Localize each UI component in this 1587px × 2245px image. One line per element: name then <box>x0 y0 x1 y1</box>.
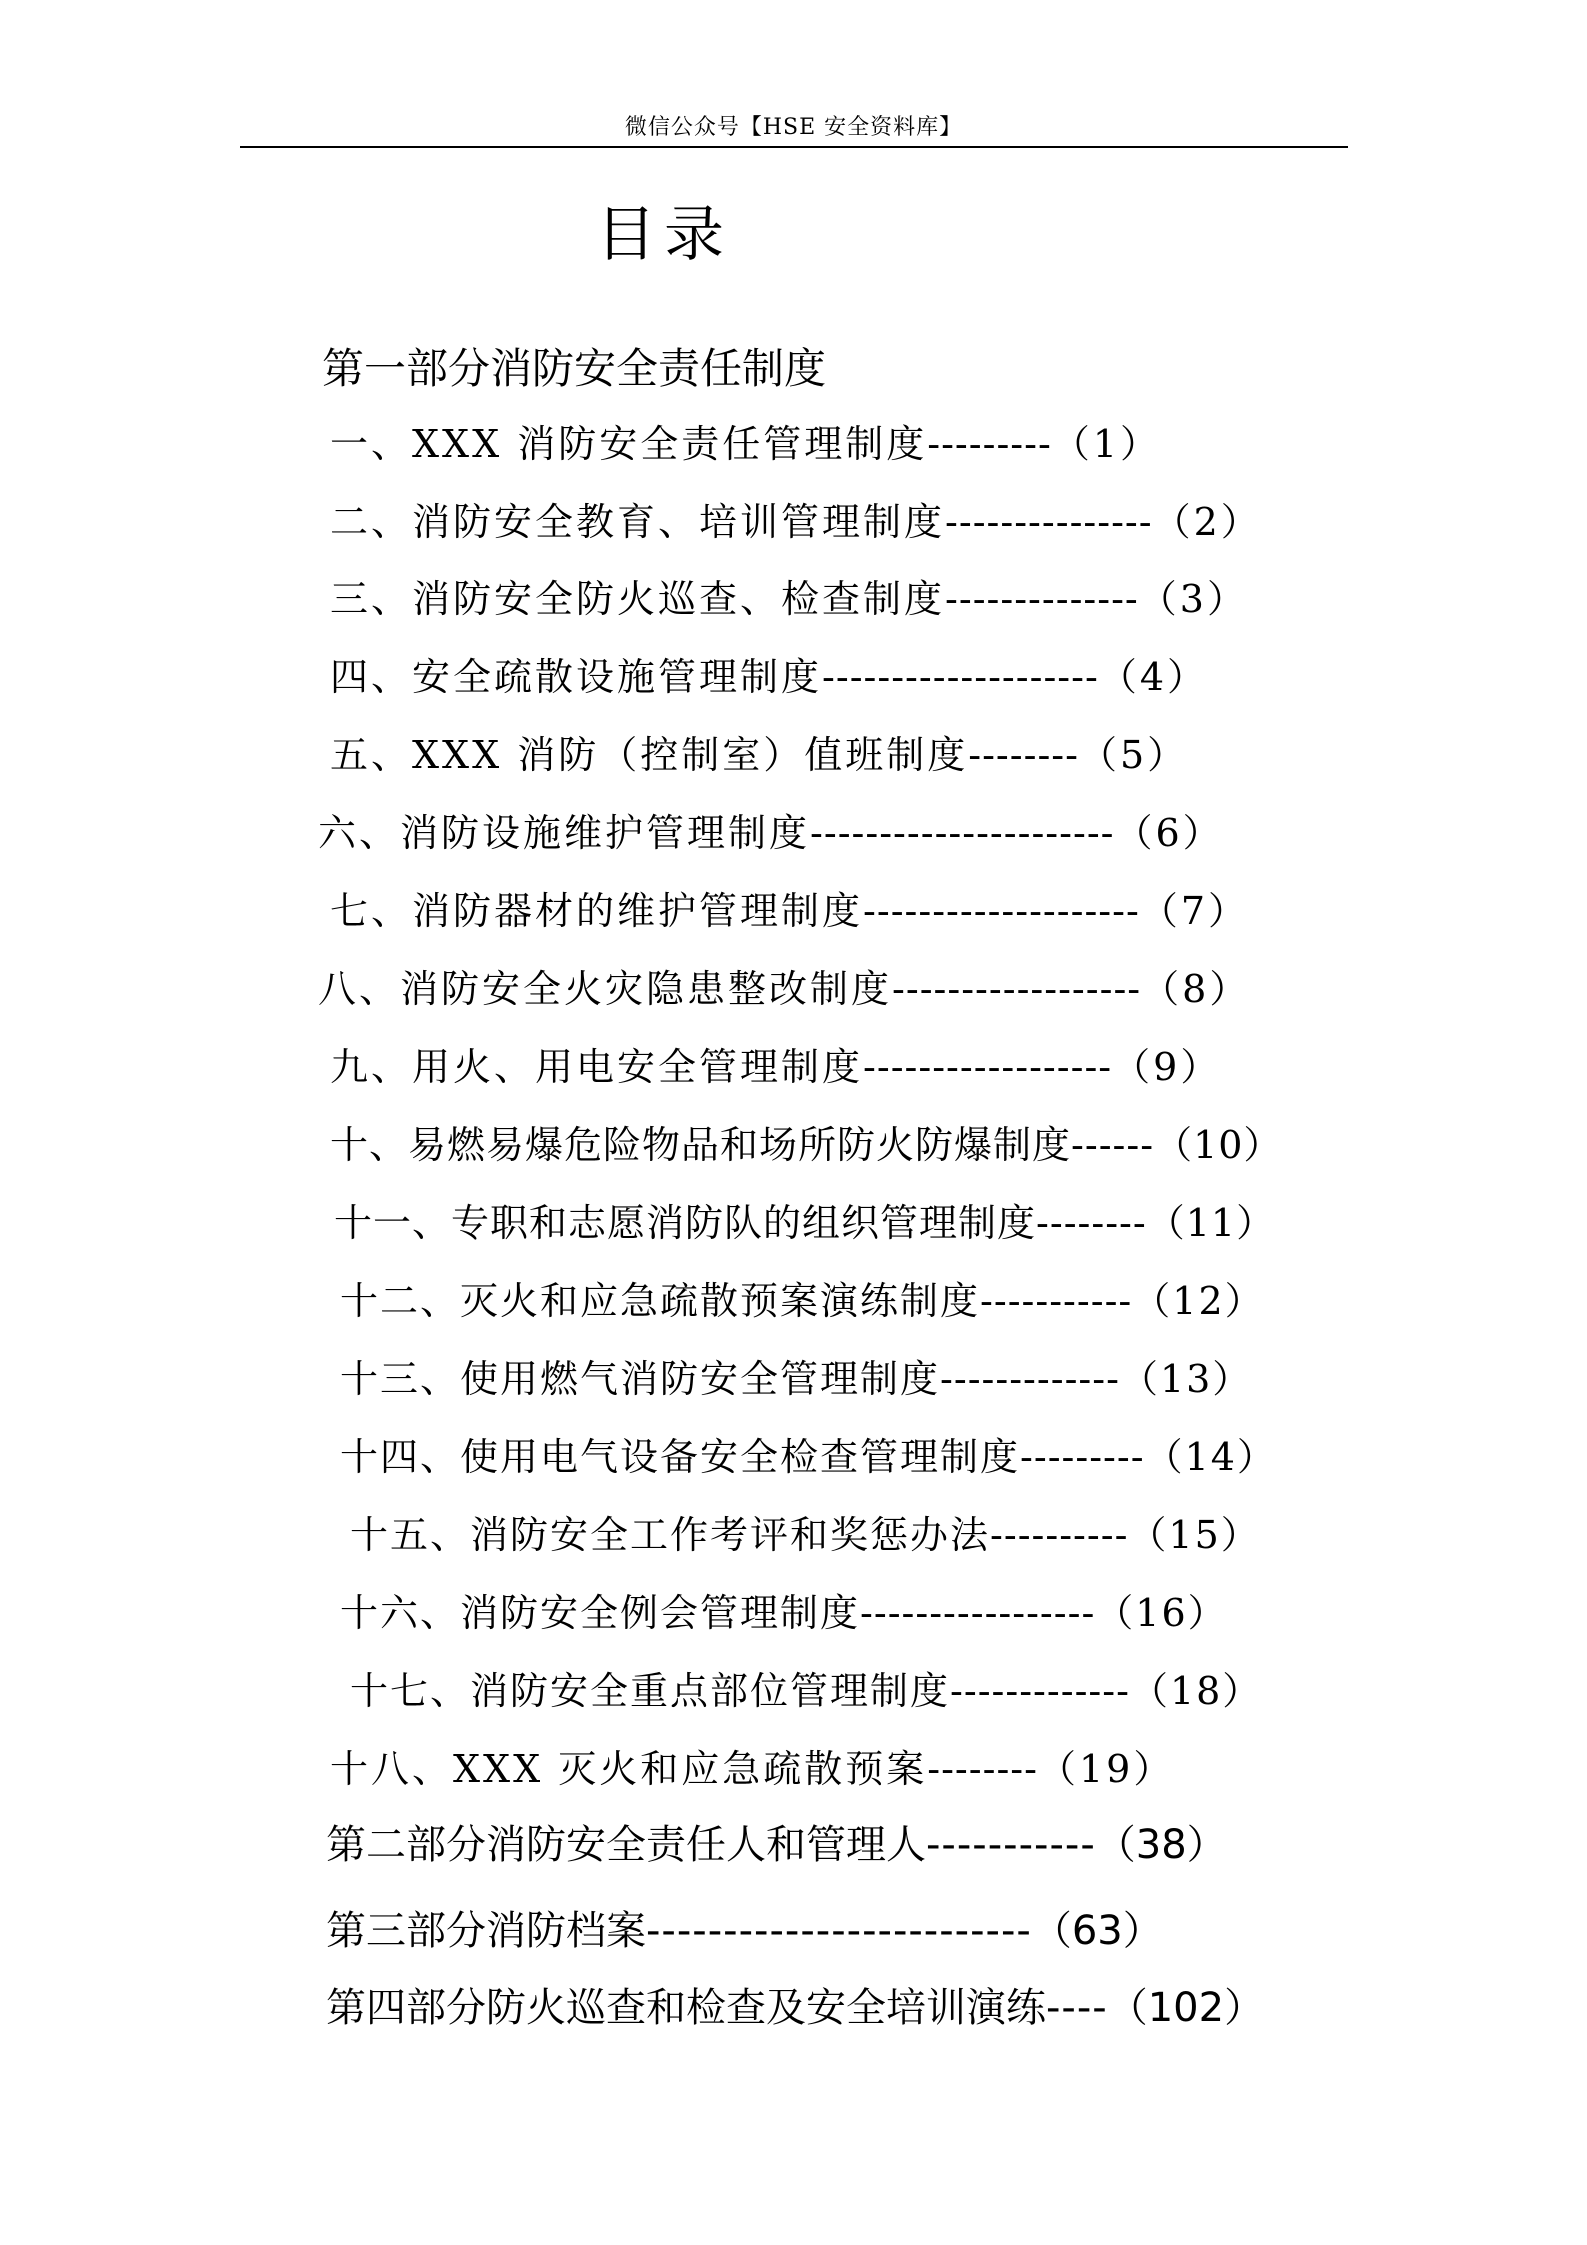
toc-item-6[interactable]: 六、消防设施维护管理制度----------------------（6） <box>318 811 1224 855</box>
toc-item-5[interactable]: 五、XXX 消防（控制室）值班制度--------（5） <box>330 733 1189 777</box>
toc-part4[interactable]: 第四部分防火巡查和检查及安全培训演练----（102） <box>326 1985 1265 2031</box>
toc-item-15[interactable]: 十五、消防安全工作考评和奖惩办法----------（15） <box>350 1513 1261 1557</box>
toc-item-7[interactable]: 七、消防器材的维护管理制度--------------------（7） <box>330 889 1249 933</box>
toc-item-11[interactable]: 十一、专职和志愿消防队的组织管理制度--------（11） <box>334 1201 1276 1245</box>
toc-item-16[interactable]: 十六、消防安全例会管理制度-----------------（16） <box>340 1591 1228 1635</box>
header-rule <box>240 146 1348 148</box>
toc-item-13[interactable]: 十三、使用燃气消防安全管理制度-------------（13） <box>340 1357 1253 1401</box>
toc-item-2[interactable]: 二、消防安全教育、培训管理制度---------------（2） <box>330 500 1262 544</box>
toc-part2[interactable]: 第二部分消防安全责任人和管理人-----------（38） <box>326 1822 1227 1868</box>
toc-item-14[interactable]: 十四、使用电气设备安全检查管理制度---------（14） <box>340 1435 1277 1479</box>
toc-item-3[interactable]: 三、消防安全防火巡查、检查制度--------------（3） <box>330 577 1248 621</box>
toc-item-8[interactable]: 八、消防安全火灾隐患整改制度------------------（8） <box>318 967 1251 1011</box>
toc-item-1[interactable]: 一、XXX 消防安全责任管理制度---------（1） <box>330 422 1161 466</box>
toc-item-4[interactable]: 四、安全疏散设施管理制度--------------------（4） <box>330 655 1208 699</box>
toc-part3[interactable]: 第三部分消防档案-------------------------（63） <box>326 1908 1163 1954</box>
toc-item-10[interactable]: 十、易燃易爆危险物品和场所防火防爆制度------（10） <box>330 1123 1283 1167</box>
toc-item-17[interactable]: 十七、消防安全重点部位管理制度-------------（18） <box>350 1669 1263 1713</box>
page-title: 目录 <box>596 200 732 270</box>
toc-item-9[interactable]: 九、用火、用电安全管理制度------------------（9） <box>330 1045 1222 1089</box>
toc-item-12[interactable]: 十二、灭火和应急疏散预案演练制度-----------（12） <box>340 1279 1265 1323</box>
running-header: 微信公众号【HSE 安全资料库】 <box>624 115 963 140</box>
toc-part1-heading: 第一部分消防安全责任制度 <box>322 344 827 393</box>
toc-item-18[interactable]: 十八、XXX 灭火和应急疏散预案--------（19） <box>330 1747 1175 1791</box>
